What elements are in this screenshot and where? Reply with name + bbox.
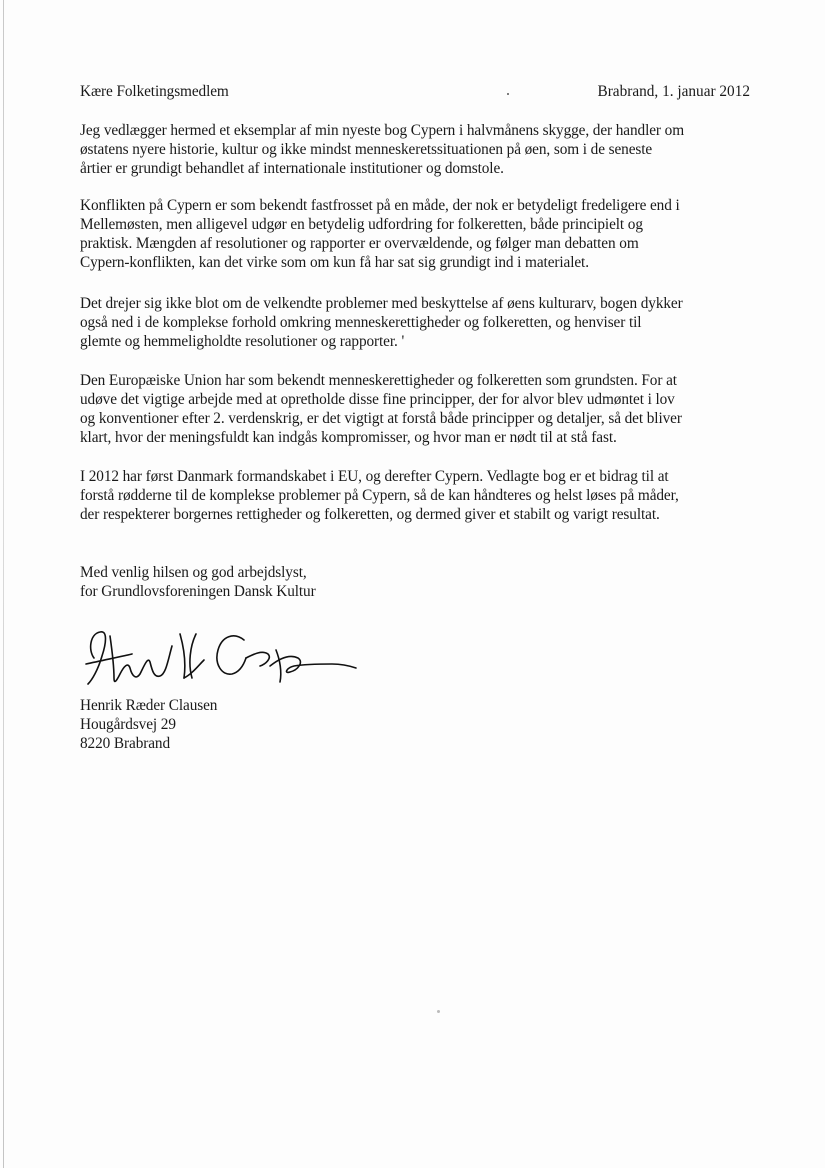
paragraph-line: glemte og hemmeligholdte resolutioner og rapporter. ' bbox=[80, 333, 405, 350]
closing-organization: for Grundlovsforeningen Dansk Kultur bbox=[80, 583, 316, 600]
place-date: Brabrand, 1. januar 2012 bbox=[597, 83, 750, 100]
paragraph-line: årtier er grundigt behandlet af internationale institutioner og domstole. bbox=[80, 160, 504, 177]
paragraph-line: klart, hvor der meningsfuldt kan indgås kompromisser, og hvor man er nødt til at stå fast. bbox=[80, 429, 617, 446]
scan-edge-line bbox=[3, 0, 4, 1168]
sender-street: Hougårdsvej 29 bbox=[80, 716, 176, 733]
closing-block bbox=[80, 563, 756, 601]
paragraph-line: Cypern-konflikten, kan det virke som om kun få har sat sig grundigt ind i materialet. bbox=[80, 254, 589, 271]
sender-city: 8220 Brabrand bbox=[80, 735, 171, 752]
paragraph-line: østatens nyere historie, kultur og ikke mindst menneskeretssituationen på øen, som i de seneste bbox=[80, 141, 653, 158]
paragraph-line: Konflikten på Cypern er som bekendt fastfrosset på en måde, der nok er betydeligt fredeligere end i bbox=[80, 197, 680, 214]
closing-greeting: Med venlig hilsen og god arbejdslyst, bbox=[80, 564, 307, 581]
paragraph-3 bbox=[80, 294, 756, 351]
paragraph-line: praktisk. Mængden af resolutioner og rapporter er overvældende, og følger man debatten om bbox=[80, 235, 639, 252]
paragraph-line: og konventioner efter 2. verdenskrig, er det vigtigt at forstå både principper og detaljer, så det bliver bbox=[80, 410, 682, 427]
paragraph-line: udøve det vigtige arbejde med at opretholde disse fine principper, der for alvor blev udmøntet i lov bbox=[80, 391, 675, 408]
handwritten-signature bbox=[84, 620, 364, 692]
paragraph-line: Mellemøsten, men alligevel udgør en betydelig udfordring for folkeretten, både principielt og bbox=[80, 216, 643, 233]
salutation: Kære Folketingsmedlem bbox=[80, 83, 229, 100]
paragraph-line: I 2012 har først Danmark formandskabet i EU, og derefter Cypern. Vedlagte bog er et bidrag til at bbox=[80, 468, 669, 485]
paragraph-line: også ned i de komplekse forhold omkring menneskerettigheder og folkeretten, og henviser til bbox=[80, 314, 642, 331]
sender-block bbox=[80, 696, 756, 753]
paragraph-1 bbox=[80, 121, 756, 178]
paragraph-4 bbox=[80, 371, 756, 447]
stray-dot bbox=[507, 93, 509, 95]
sender-name: Henrik Ræder Clausen bbox=[80, 697, 218, 714]
scan-speck bbox=[437, 1010, 440, 1013]
paragraph-line: der respekterer borgernes rettigheder og folkeretten, og dermed giver et stabilt og varigt resultat. bbox=[80, 506, 660, 523]
paragraph-line: Det drejer sig ikke blot om de velkendte problemer med beskyttelse af øens kulturarv, bogen dykker bbox=[80, 295, 683, 312]
paragraph-2 bbox=[80, 196, 756, 272]
paragraph-line: forstå rødderne til de komplekse problemer på Cypern, så de kan håndteres og helst løses på måder, bbox=[80, 487, 679, 504]
paragraph-line: Jeg vedlægger hermed et eksemplar af min nyeste bog Cypern i halvmånens skygge, der handler om bbox=[80, 122, 684, 139]
paragraph-5 bbox=[80, 467, 756, 524]
paragraph-line: Den Europæiske Union har som bekendt menneskerettigheder og folkeretten som grundsten. For at bbox=[80, 372, 677, 389]
